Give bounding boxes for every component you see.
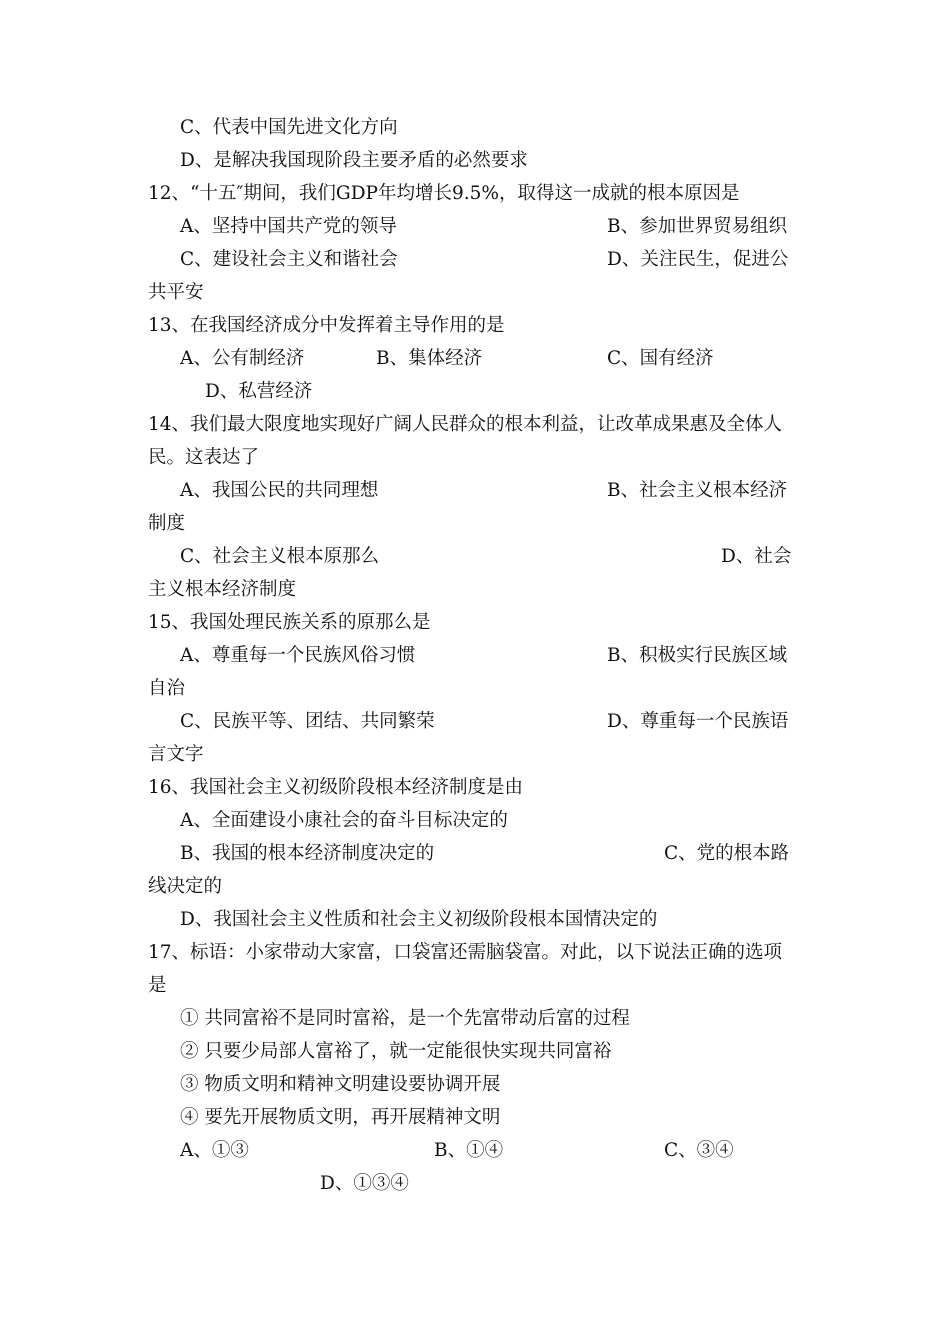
q17-option-d: D、①③④ bbox=[320, 1173, 409, 1194]
q12-option-a: A、坚持中国共产党的领导 bbox=[180, 216, 397, 237]
q12-option-d-wrap: 共平安 bbox=[148, 282, 204, 303]
q14-option-a: A、我国公民的共同理想 bbox=[180, 480, 379, 501]
q12-option-b: B、参加世界贸易组织 bbox=[607, 216, 788, 237]
q12-stem: 12、“十五″期间，我们GDP年均增长9.5%，取得这一成就的根本原因是 bbox=[148, 183, 740, 204]
q15-option-b: B、积极实行民族区域 bbox=[607, 645, 788, 666]
q17-statement-2: ② 只要少局部人富裕了，就一定能很快实现共同富裕 bbox=[180, 1041, 612, 1062]
q15-option-a: A、尊重每一个民族风俗习惯 bbox=[180, 645, 416, 666]
q17-stem: 17、标语：小家带动大家富，口袋富还需脑袋富。对此，以下说法正确的选项 bbox=[148, 942, 783, 963]
q13-option-b: B、集体经济 bbox=[376, 348, 483, 369]
q16-option-b: B、我国的根本经济制度决定的 bbox=[180, 843, 435, 864]
q11-option-c: C、代表中国先进文化方向 bbox=[180, 117, 398, 138]
q15-option-d: D、尊重每一个民族语 bbox=[607, 711, 789, 732]
q16-option-c-wrap: 线决定的 bbox=[148, 876, 223, 897]
q13-option-a: A、公有制经济 bbox=[180, 348, 305, 369]
q17-option-a: A、①③ bbox=[180, 1140, 249, 1161]
q15-option-b-wrap: 自治 bbox=[148, 678, 186, 699]
q16-option-c: C、党的根本路 bbox=[664, 843, 790, 864]
q17-statement-3: ③ 物质文明和精神文明建设要协调开展 bbox=[180, 1074, 501, 1095]
q14-stem: 14、我们最大限度地实现好广阔人民群众的根本利益，让改革成果惠及全体人 bbox=[148, 414, 783, 435]
q14-option-d-wrap: 主义根本经济制度 bbox=[148, 579, 297, 600]
q17-stem-wrap: 是 bbox=[148, 975, 167, 996]
q12-option-c: C、建设社会主义和谐社会 bbox=[180, 249, 398, 270]
q17-option-b: B、①④ bbox=[434, 1140, 504, 1161]
q14-option-b-wrap: 制度 bbox=[148, 513, 186, 534]
q14-option-c: C、社会主义根本原那么 bbox=[180, 546, 380, 567]
q16-option-a: A、全面建设小康社会的奋斗目标决定的 bbox=[180, 810, 508, 831]
q13-stem: 13、在我国经济成分中发挥着主导作用的是 bbox=[148, 315, 505, 336]
q17-statement-4: ④ 要先开展物质文明，再开展精神文明 bbox=[180, 1107, 501, 1128]
q12-option-d: D、关注民生，促进公 bbox=[607, 249, 789, 270]
q17-option-c: C、③④ bbox=[664, 1140, 734, 1161]
q13-option-c: C、国有经济 bbox=[607, 348, 714, 369]
q13-option-d: D、私营经济 bbox=[205, 381, 313, 402]
q16-stem: 16、我国社会主义初级阶段根本经济制度是由 bbox=[148, 777, 524, 798]
q11-option-d: D、是解决我国现阶段主要矛盾的必然要求 bbox=[180, 150, 528, 171]
q14-option-b: B、社会主义根本经济 bbox=[607, 480, 788, 501]
q14-option-d: D、社会 bbox=[721, 546, 792, 567]
q15-option-d-wrap: 言文字 bbox=[148, 744, 204, 765]
q14-stem-wrap: 民。这表达了 bbox=[148, 447, 260, 468]
q15-stem: 15、我国处理民族关系的原那么是 bbox=[148, 612, 431, 633]
q15-option-c: C、民族平等、团结、共同繁荣 bbox=[180, 711, 435, 732]
q16-option-d: D、我国社会主义性质和社会主义初级阶段根本国情决定的 bbox=[180, 909, 658, 930]
q17-statement-1: ① 共同富裕不是同时富裕，是一个先富带动后富的过程 bbox=[180, 1008, 630, 1029]
